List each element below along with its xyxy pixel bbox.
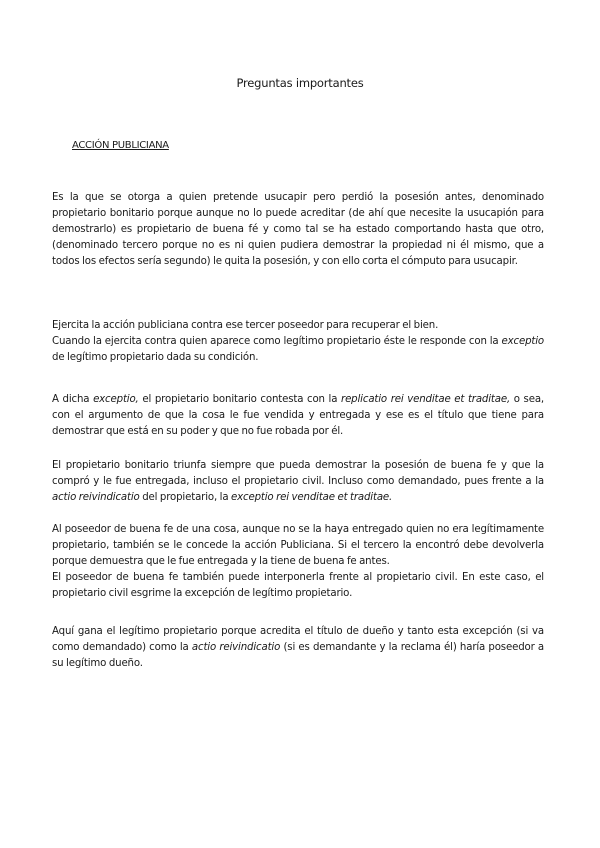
latin-term: exceptio rei venditae et traditae. (231, 492, 393, 503)
paragraph-good-faith (52, 522, 544, 602)
paragraph-definition (52, 190, 544, 270)
paragraph-text: El poseedor de buena fe también puede interponerla frente al propietario civil. En este caso, el propietario civil esgrime la excepción de legítimo propietario. (52, 572, 544, 599)
page-title: Preguntas importantes (236, 76, 364, 90)
paragraph-text: del propietario, la (142, 492, 229, 503)
latin-term: exceptio, (93, 394, 139, 405)
paragraph-text: o sea, con el argumento de que la cosa le fue vendida y entregada y ese es el título que tiene para demostrar que está en su poder y que no fue robada por él. (52, 394, 544, 437)
paragraph-text: A dicha (52, 394, 90, 405)
paragraph-text: de legítimo propietario dada su condición. (52, 352, 259, 363)
paragraph-text: Al poseedor de buena fe de una cosa, aunque no se la haya entregado quien no era legítimamente propietario, también se le concede la acción Publiciana. Si el tercero la encontró debe devolverla porque demuestra que le fue entregada y la tiene de buena fe antes. (52, 524, 544, 567)
paragraph-text: Cuando la ejercita contra quien aparece como legítimo propietario éste le responde con la (52, 336, 499, 347)
latin-term: actio reivindicatio (52, 492, 140, 503)
section-heading: ACCIÓN PUBLICIANA (72, 140, 169, 151)
paragraph-conclusion (52, 624, 544, 672)
latin-term: exceptio (501, 336, 545, 347)
paragraph-exercise (52, 318, 544, 366)
paragraph-text: Aquí gana el legítimo propietario porque acredita el título de dueño y tanto esta excepción (si va como demandado) como la (52, 626, 544, 653)
paragraph-triumph (52, 458, 544, 506)
paragraph-text: el propietario bonitario contesta con la (142, 394, 338, 405)
paragraph-text: Es la que se otorga a quien pretende usucapir pero perdió la posesión antes, denominado propietario bonitario porque aunque no lo puede acreditar (de ahí que necesite la usucapión para demostrarlo) es propietario de buena fé y como tal se ha estado comportando hasta que otro, (denominado tercero porque no es ni quien pudiera demostrar la propiedad ni él mismo, que a todos los efectos sería segundo) le quita la posesión, y con ello corta el cómputo para usucapir. (52, 192, 544, 267)
paragraph-text: (si es demandante y la reclama él) haría poseedor a su legítimo dueño. (52, 642, 544, 669)
paragraph-replicatio (52, 392, 544, 440)
paragraph-text: El propietario bonitario triunfa siempre que pueda demostrar la posesión de buena fe y que la compró y le fue entregada, incluso el propietario civil. Incluso como demandado, pues frente a la (52, 460, 544, 487)
latin-term: replicatio rei venditae et traditae, (341, 394, 511, 405)
paragraph-text: Ejercita la acción publiciana contra ese tercer poseedor para recuperar el bien. (52, 320, 439, 331)
latin-term: actio reivindicatio (191, 642, 281, 653)
